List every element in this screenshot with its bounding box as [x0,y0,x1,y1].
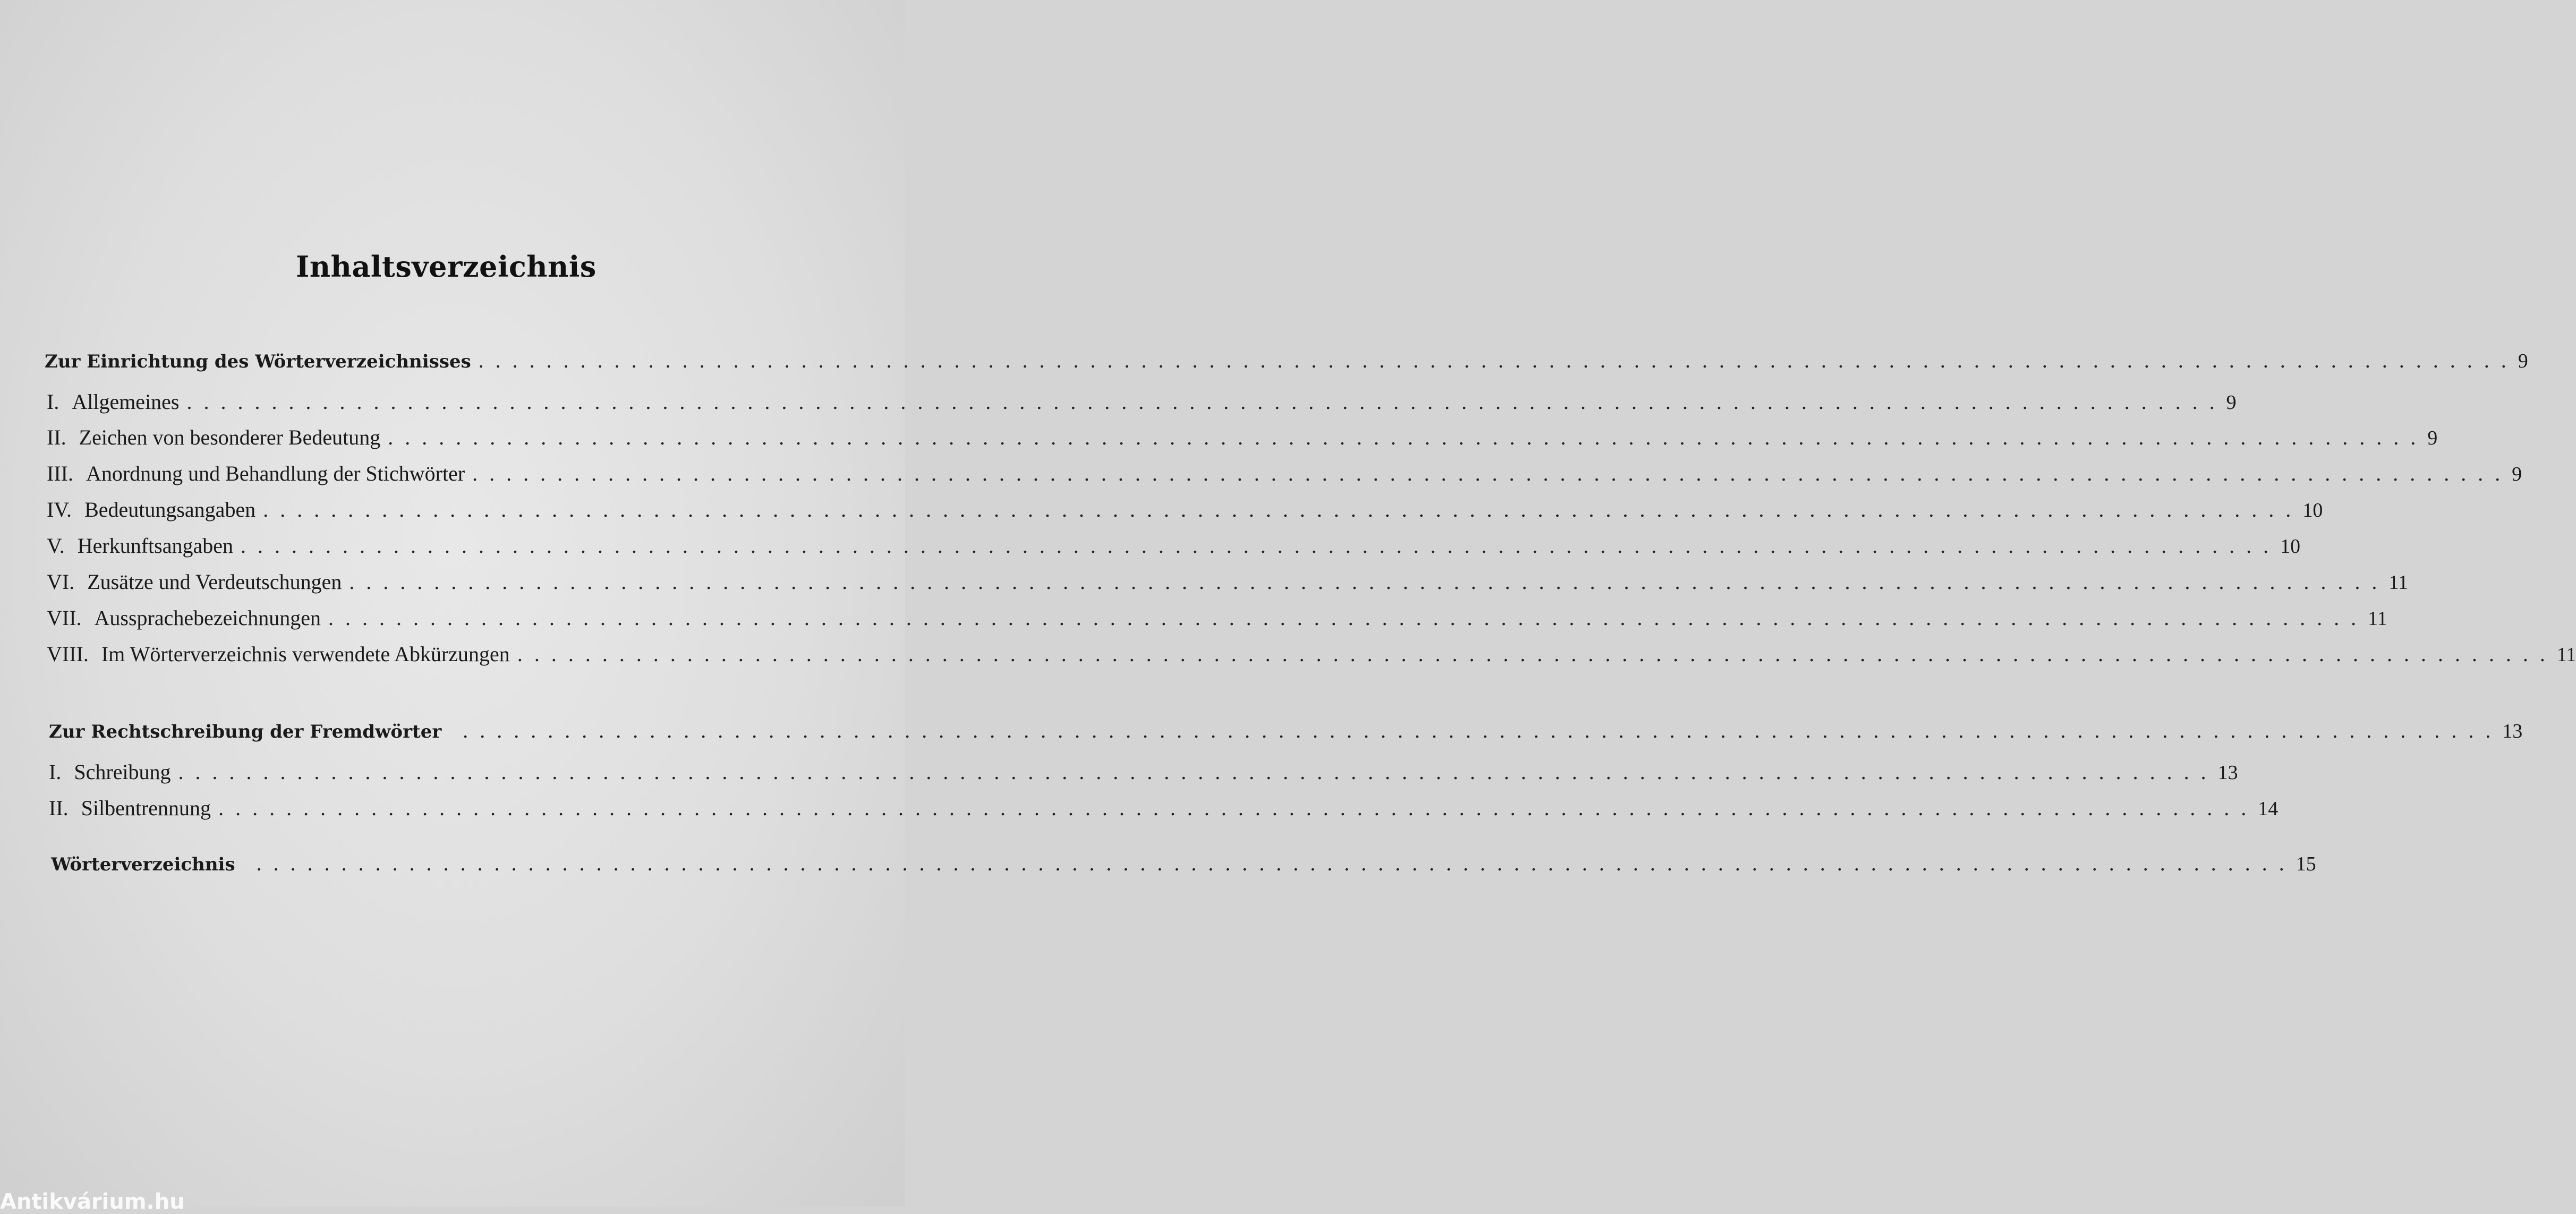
dot-leader: ........................................................................................................................ [263,498,2303,521]
dot-leader: ........................................................................................................................ [186,390,2227,414]
entry-label: Allgemeines [72,390,180,414]
toc-entry [47,569,2408,596]
toc-entry [47,425,2438,451]
toc-entry [47,642,2576,668]
watermark-logo: Antikvárium.hu [0,1190,185,1214]
toc-entry [47,461,2522,488]
entry-label: Anordnung und Behandlung der Stichwörter [86,461,465,485]
page-number: 9 [2226,391,2237,414]
toc-section-heading [49,718,2523,745]
bleed-through-text [0,0,905,1207]
entry-number: II. [47,425,66,449]
entry-number: I. [47,390,59,414]
page-number: 10 [2302,499,2323,521]
page-number: 10 [2280,535,2300,558]
page-number: 11 [2556,644,2576,666]
page-number: 11 [2389,571,2408,594]
entry-label: Schreibung [74,760,171,784]
page-title: Inhaltsverzeichnis [296,250,596,284]
entry-label: Herkunftsangaben [77,534,233,558]
dot-leader: ........................................................................................................................ [240,534,2280,558]
entry-label: Im Wörterverzeichnis verwendete Abkürzungen [101,642,510,666]
toc-entry [49,759,2238,786]
toc-section-heading [45,348,2528,374]
page-number: 11 [2368,608,2387,630]
entry-number: VII. [47,606,82,630]
dot-leader: ........................................................................................................................ [256,851,2296,875]
section-label: Wörterverzeichnis [51,854,235,875]
toc-section-heading [51,851,2316,877]
entry-number: VIII. [47,642,89,666]
entry-number: VI. [47,570,75,594]
entry-number: III. [47,461,73,485]
toc-entry [47,389,2237,416]
page-number: 15 [2296,853,2316,875]
page-number: 13 [2217,762,2238,784]
section-label: Zur Rechtschreibung der Fremdwörter [49,721,442,742]
page-number: 9 [2518,350,2528,372]
entry-number: V. [47,534,65,558]
dot-leader: ........................................................................................................................ [178,760,2218,784]
dot-leader: ........................................................................................................................ [388,425,2428,449]
page-number: 9 [2427,427,2438,449]
dot-leader: ........................................................................................................................ [349,570,2389,594]
entry-label: Zusätze und Verdeutschungen [87,570,342,594]
dot-leader: ........................................................................................................................ [218,796,2258,820]
page-number: 13 [2502,720,2523,742]
entry-label: Silbentrennung [81,796,211,820]
entry-number: II. [49,796,69,820]
toc-entry [49,796,2279,822]
page-number: 14 [2258,798,2279,820]
entry-label: Bedeutungsangaben [84,498,256,521]
toc-entry [47,605,2387,632]
entry-label: Aussprachebezeichnungen [94,606,321,630]
dot-leader: ........................................................................................................................ [463,719,2503,742]
page-number: 9 [2512,463,2522,485]
dot-leader: ........................................................................................................................ [328,606,2368,630]
dot-leader: ........................................................................................................................ [517,642,2557,666]
entry-label: Zeichen von besonderer Bedeutung [79,425,381,449]
entry-number: I. [49,760,62,784]
section-label: Zur Einrichtung des Wörterverzeichnisses [45,351,471,372]
entry-number: IV. [47,498,72,521]
toc-entry [47,533,2300,560]
dot-leader: ........................................................................................................................ [472,461,2512,485]
toc-entry [47,497,2323,524]
dot-leader: ........................................................................................................................ [478,348,2518,372]
